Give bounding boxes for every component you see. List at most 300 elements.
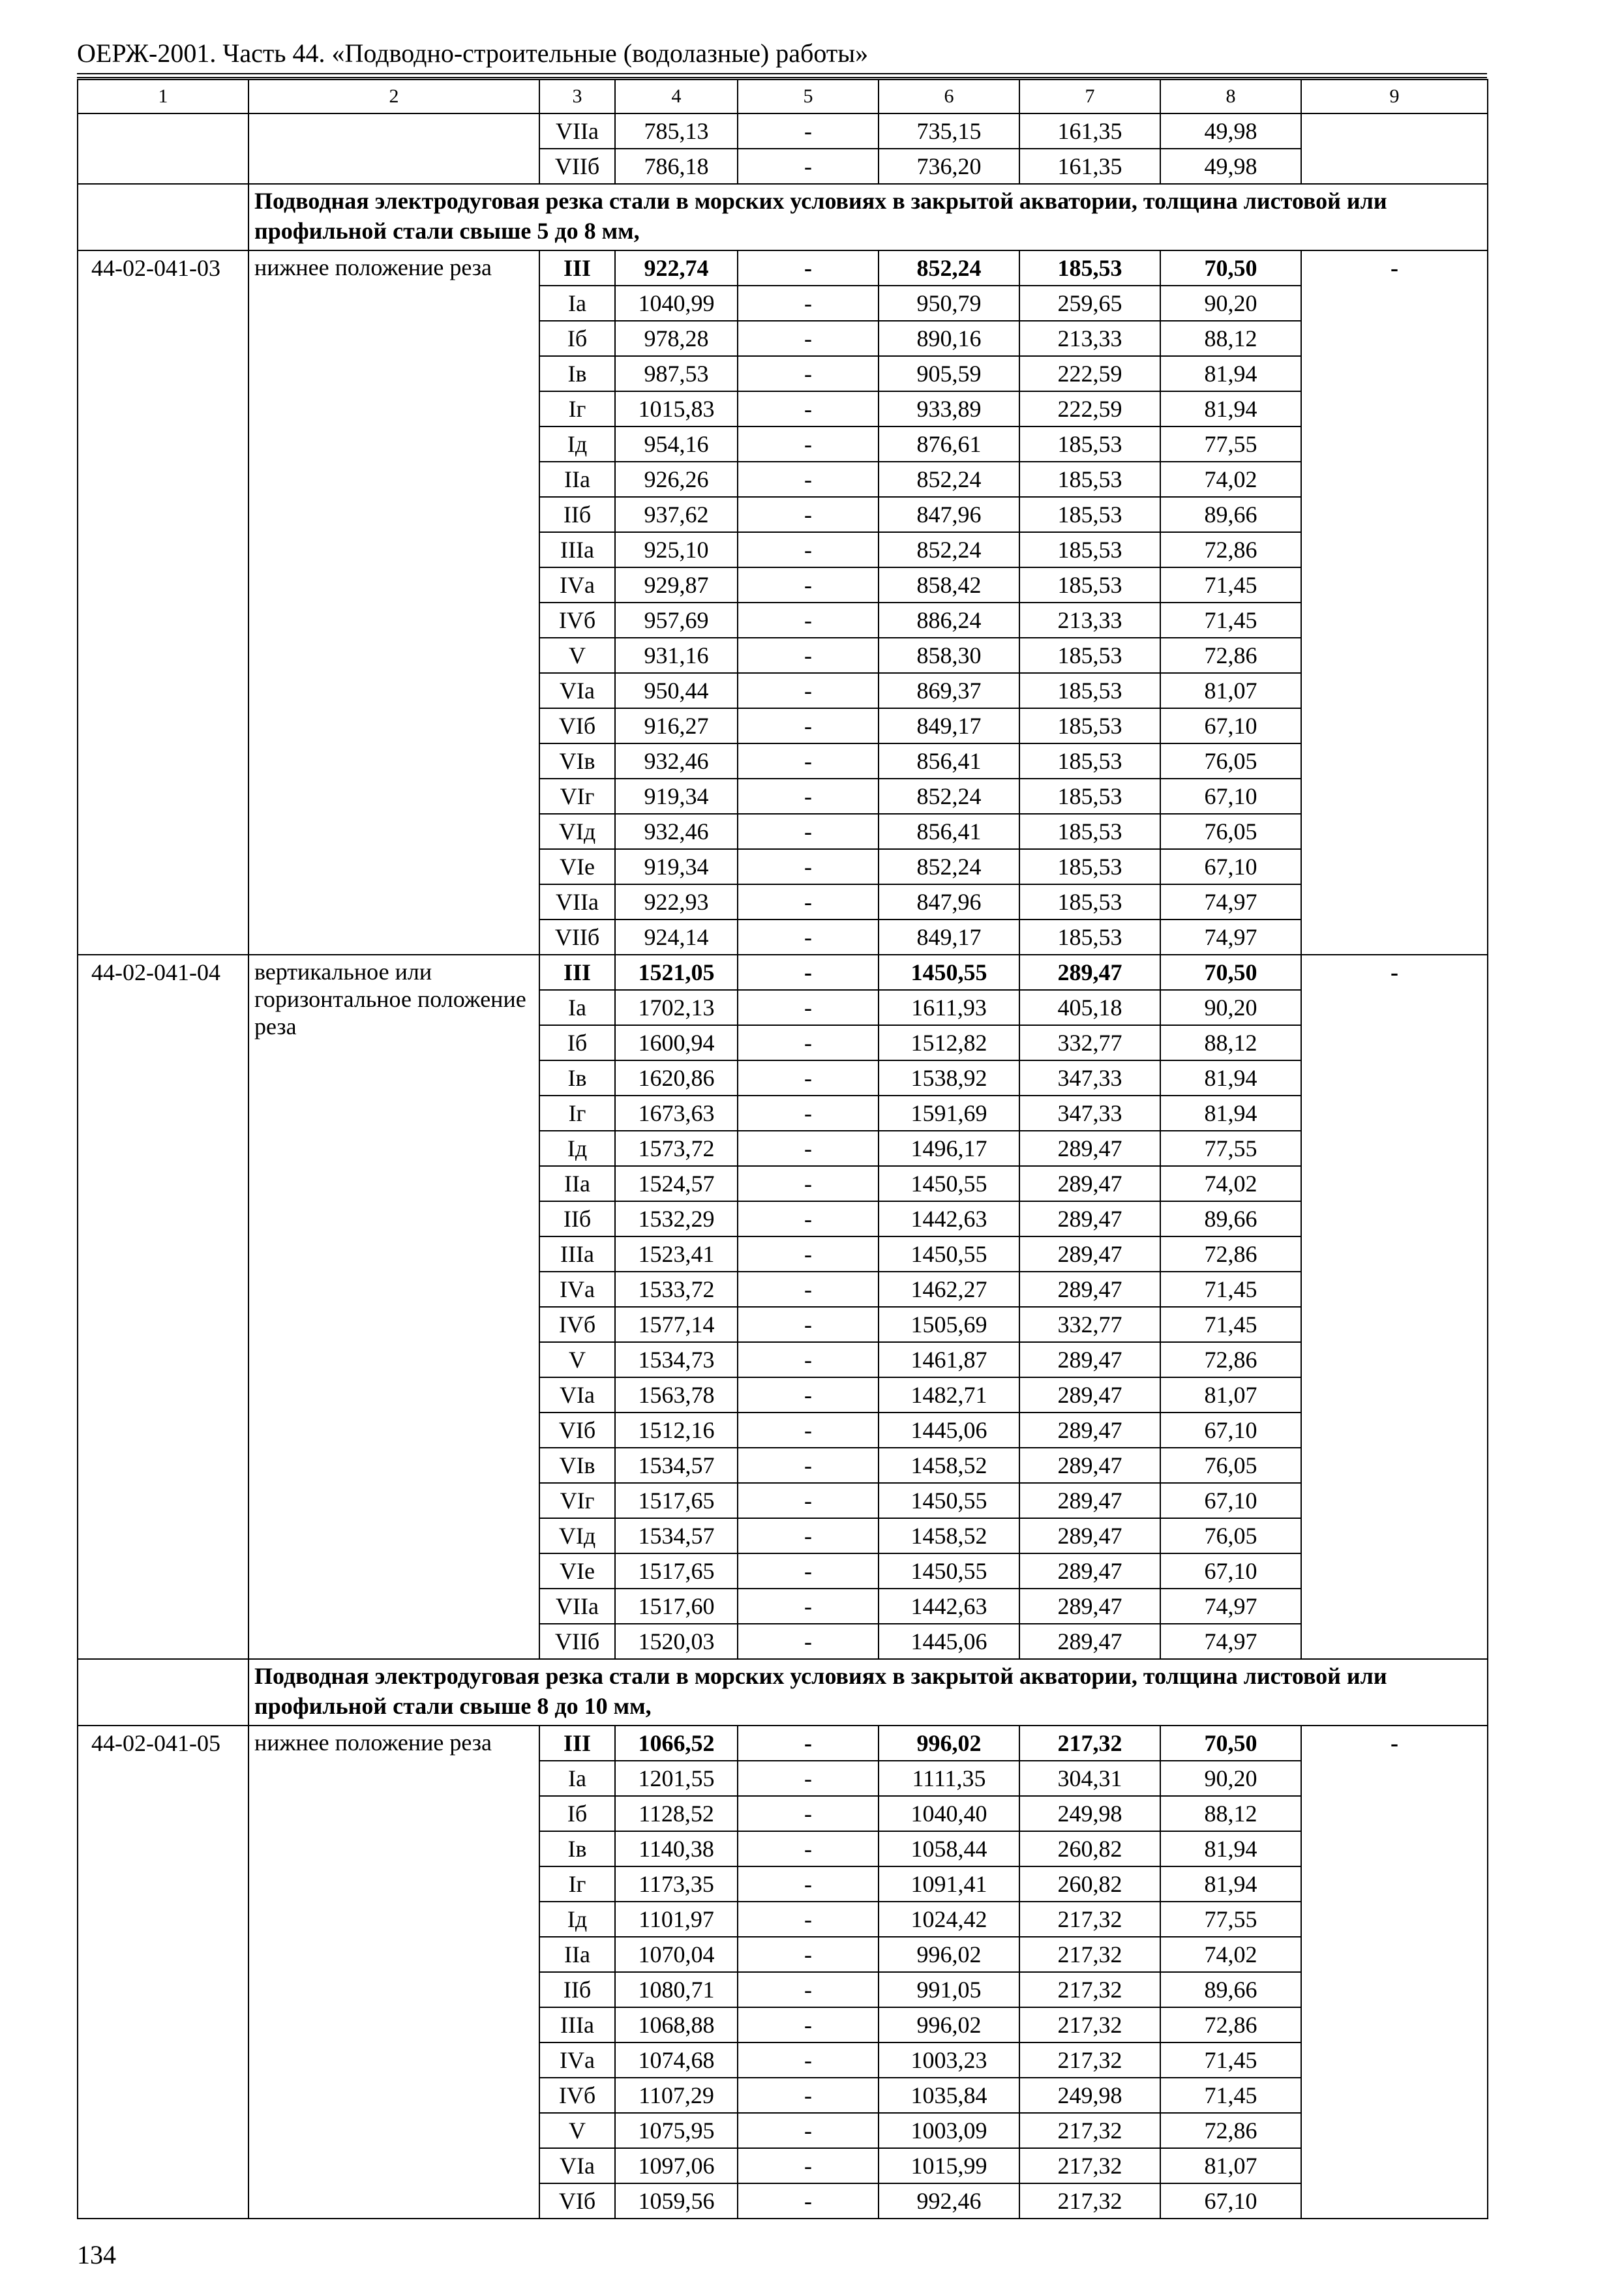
wages-cell: 849,17 — [879, 920, 1019, 955]
machines-cell: 289,47 — [1019, 1413, 1160, 1448]
materials-cell: 71,45 — [1160, 2042, 1301, 2078]
wages-cell: 1482,71 — [879, 1377, 1019, 1413]
wages-cell: 992,46 — [879, 2183, 1019, 2219]
region-cell: IIIа — [539, 532, 615, 567]
col5-cell: - — [738, 250, 879, 286]
total-cost-cell: 931,16 — [615, 638, 738, 673]
total-cost-cell: 1075,95 — [615, 2113, 738, 2148]
machines-cell: 185,53 — [1019, 849, 1160, 884]
machines-cell: 217,32 — [1019, 1902, 1160, 1937]
wages-cell: 991,05 — [879, 1972, 1019, 2007]
table-row — [78, 1726, 1488, 1761]
materials-cell: 72,86 — [1160, 1236, 1301, 1272]
wages-cell: 736,20 — [879, 149, 1019, 184]
section-heading-row — [78, 184, 1488, 250]
machines-cell: 222,59 — [1019, 356, 1160, 391]
materials-cell: 74,97 — [1160, 920, 1301, 955]
machines-cell: 185,53 — [1019, 426, 1160, 462]
total-cost-cell: 1573,72 — [615, 1131, 738, 1166]
region-cell: Iб — [539, 321, 615, 356]
table-row — [78, 955, 1488, 990]
total-cost-cell: 1173,35 — [615, 1866, 738, 1902]
total-cost-cell: 1600,94 — [615, 1025, 738, 1060]
total-cost-cell: 1101,97 — [615, 1902, 738, 1937]
materials-cell: 72,86 — [1160, 532, 1301, 567]
wages-cell: 950,79 — [879, 286, 1019, 321]
column-number-3: 3 — [539, 80, 615, 113]
col9-cell: - — [1301, 250, 1488, 955]
wages-cell: 856,41 — [879, 743, 1019, 779]
region-cell: III — [539, 1726, 615, 1761]
machines-cell: 289,47 — [1019, 1448, 1160, 1483]
column-number-9: 9 — [1301, 80, 1488, 113]
col9-cell: - — [1301, 1726, 1488, 2219]
total-cost-cell: 1059,56 — [615, 2183, 738, 2219]
wages-cell: 1538,92 — [879, 1060, 1019, 1096]
col5-cell: - — [738, 2183, 879, 2219]
total-cost-cell: 978,28 — [615, 321, 738, 356]
column-number-8: 8 — [1160, 80, 1301, 113]
wages-cell: 1015,99 — [879, 2148, 1019, 2183]
col5-cell: - — [738, 638, 879, 673]
region-cell: VIг — [539, 1483, 615, 1518]
total-cost-cell: 926,26 — [615, 462, 738, 497]
region-cell: IVб — [539, 1307, 615, 1342]
wages-cell: 1111,35 — [879, 1761, 1019, 1796]
wages-cell: 1003,09 — [879, 2113, 1019, 2148]
total-cost-cell: 1534,73 — [615, 1342, 738, 1377]
col5-cell: - — [738, 1866, 879, 1902]
total-cost-cell: 1201,55 — [615, 1761, 738, 1796]
wages-cell: 1591,69 — [879, 1096, 1019, 1131]
col5-cell: - — [738, 149, 879, 184]
machines-cell: 161,35 — [1019, 149, 1160, 184]
machines-cell: 249,98 — [1019, 1796, 1160, 1831]
wages-cell: 1035,84 — [879, 2078, 1019, 2113]
total-cost-cell: 1577,14 — [615, 1307, 738, 1342]
machines-cell: 217,32 — [1019, 2007, 1160, 2042]
materials-cell: 88,12 — [1160, 1025, 1301, 1060]
total-cost-cell: 925,10 — [615, 532, 738, 567]
wages-cell: 1458,52 — [879, 1518, 1019, 1553]
region-cell: IIб — [539, 1972, 615, 2007]
col5-cell: - — [738, 673, 879, 708]
region-cell: V — [539, 1342, 615, 1377]
region-cell: III — [539, 955, 615, 990]
wages-cell: 847,96 — [879, 884, 1019, 920]
region-cell: VIа — [539, 673, 615, 708]
col9-cell: - — [1301, 955, 1488, 1659]
total-cost-cell: 785,13 — [615, 113, 738, 149]
materials-cell: 76,05 — [1160, 814, 1301, 849]
col5-cell: - — [738, 1483, 879, 1518]
col5-cell: - — [738, 1413, 879, 1448]
materials-cell: 67,10 — [1160, 708, 1301, 743]
total-cost-cell: 1080,71 — [615, 1972, 738, 2007]
materials-cell: 76,05 — [1160, 1518, 1301, 1553]
col5-cell: - — [738, 1972, 879, 2007]
region-cell: VIIа — [539, 1589, 615, 1624]
materials-cell: 67,10 — [1160, 779, 1301, 814]
column-number-1: 1 — [78, 80, 248, 113]
region-cell: IIб — [539, 1201, 615, 1236]
materials-cell: 49,98 — [1160, 149, 1301, 184]
region-cell: VIе — [539, 849, 615, 884]
machines-cell: 289,47 — [1019, 1624, 1160, 1659]
materials-cell: 81,07 — [1160, 2148, 1301, 2183]
region-cell: Iа — [539, 990, 615, 1025]
wages-cell: 1003,23 — [879, 2042, 1019, 2078]
total-cost-cell: 1620,86 — [615, 1060, 738, 1096]
machines-cell: 304,31 — [1019, 1761, 1160, 1796]
wages-cell: 858,42 — [879, 567, 1019, 603]
page-number: 134 — [77, 2240, 116, 2269]
region-cell: IIIа — [539, 2007, 615, 2042]
total-cost-cell: 932,46 — [615, 814, 738, 849]
region-cell: IIа — [539, 462, 615, 497]
machines-cell: 249,98 — [1019, 2078, 1160, 2113]
region-cell: VIд — [539, 814, 615, 849]
wages-cell: 1040,40 — [879, 1796, 1019, 1831]
col5-cell: - — [738, 113, 879, 149]
total-cost-cell: 1140,38 — [615, 1831, 738, 1866]
region-cell: VIг — [539, 779, 615, 814]
region-cell: VIIа — [539, 884, 615, 920]
materials-cell: 71,45 — [1160, 2078, 1301, 2113]
column-number-5: 5 — [738, 80, 879, 113]
materials-cell: 81,94 — [1160, 356, 1301, 391]
materials-cell: 77,55 — [1160, 1902, 1301, 1937]
wages-cell: 1496,17 — [879, 1131, 1019, 1166]
total-cost-cell: 924,14 — [615, 920, 738, 955]
materials-cell: 72,86 — [1160, 2007, 1301, 2042]
wages-cell: 933,89 — [879, 391, 1019, 426]
page-header-title: ОЕРЖ-2001. Часть 44. «Подводно-строительные (водолазные) работы» — [77, 38, 869, 68]
machines-cell: 217,32 — [1019, 1937, 1160, 1972]
total-cost-cell: 954,16 — [615, 426, 738, 462]
machines-cell: 185,53 — [1019, 638, 1160, 673]
total-cost-cell: 1097,06 — [615, 2148, 738, 2183]
materials-cell: 67,10 — [1160, 1553, 1301, 1589]
wages-cell: 858,30 — [879, 638, 1019, 673]
col5-cell: - — [738, 1589, 879, 1624]
machines-cell: 185,53 — [1019, 462, 1160, 497]
machines-cell: 289,47 — [1019, 1131, 1160, 1166]
region-cell: VIа — [539, 2148, 615, 2183]
materials-cell: 74,97 — [1160, 884, 1301, 920]
rate-code-cell: 44-02-041-05 — [78, 1726, 248, 2219]
materials-cell: 89,66 — [1160, 497, 1301, 532]
total-cost-cell: 1534,57 — [615, 1518, 738, 1553]
materials-cell: 77,55 — [1160, 1131, 1301, 1166]
materials-cell: 76,05 — [1160, 743, 1301, 779]
col5-cell: - — [738, 814, 879, 849]
col5-cell: - — [738, 1726, 879, 1761]
materials-cell: 81,94 — [1160, 1096, 1301, 1131]
region-cell: VIб — [539, 2183, 615, 2219]
total-cost-cell: 1512,16 — [615, 1413, 738, 1448]
total-cost-cell: 916,27 — [615, 708, 738, 743]
machines-cell: 185,53 — [1019, 673, 1160, 708]
total-cost-cell: 922,93 — [615, 884, 738, 920]
col5-cell: - — [738, 603, 879, 638]
region-cell: IIIа — [539, 1236, 615, 1272]
rates-table — [77, 79, 1488, 2219]
region-cell: VIа — [539, 1377, 615, 1413]
col5-cell: - — [738, 391, 879, 426]
total-cost-cell: 929,87 — [615, 567, 738, 603]
machines-cell: 405,18 — [1019, 990, 1160, 1025]
total-cost-cell: 1534,57 — [615, 1448, 738, 1483]
wages-cell: 852,24 — [879, 532, 1019, 567]
col5-cell: - — [738, 1342, 879, 1377]
materials-cell: 90,20 — [1160, 990, 1301, 1025]
materials-cell: 74,97 — [1160, 1589, 1301, 1624]
wages-cell: 1450,55 — [879, 1483, 1019, 1518]
machines-cell: 217,32 — [1019, 1972, 1160, 2007]
total-cost-cell: 957,69 — [615, 603, 738, 638]
machines-cell: 217,32 — [1019, 2113, 1160, 2148]
total-cost-cell: 932,46 — [615, 743, 738, 779]
col5-cell: - — [738, 849, 879, 884]
col5-cell: - — [738, 1166, 879, 1201]
col5-cell: - — [738, 1307, 879, 1342]
region-cell: IVб — [539, 603, 615, 638]
rate-description-cell: нижнее положение реза — [248, 250, 539, 955]
wages-cell: 996,02 — [879, 1937, 1019, 1972]
column-number-6: 6 — [879, 80, 1019, 113]
region-cell: VIд — [539, 1518, 615, 1553]
machines-cell: 185,53 — [1019, 779, 1160, 814]
machines-cell: 185,53 — [1019, 250, 1160, 286]
region-cell: Iб — [539, 1796, 615, 1831]
col5-cell: - — [738, 708, 879, 743]
col5-cell: - — [738, 1761, 879, 1796]
wages-cell: 849,17 — [879, 708, 1019, 743]
wages-cell: 1091,41 — [879, 1866, 1019, 1902]
total-cost-cell: 1517,65 — [615, 1553, 738, 1589]
machines-cell: 289,47 — [1019, 1236, 1160, 1272]
region-cell: Iг — [539, 1866, 615, 1902]
wages-cell: 1450,55 — [879, 1236, 1019, 1272]
col5-cell: - — [738, 286, 879, 321]
materials-cell: 67,10 — [1160, 2183, 1301, 2219]
region-cell: V — [539, 2113, 615, 2148]
col5-cell: - — [738, 884, 879, 920]
section-empty-cell — [78, 1659, 248, 1726]
materials-cell: 81,07 — [1160, 673, 1301, 708]
wages-cell: 1058,44 — [879, 1831, 1019, 1866]
wages-cell: 1445,06 — [879, 1624, 1019, 1659]
machines-cell: 289,47 — [1019, 1342, 1160, 1377]
materials-cell: 81,94 — [1160, 1831, 1301, 1866]
col5-cell: - — [738, 356, 879, 391]
region-cell: VIб — [539, 708, 615, 743]
col5-cell: - — [738, 1448, 879, 1483]
total-cost-cell: 1517,60 — [615, 1589, 738, 1624]
total-cost-cell: 1128,52 — [615, 1796, 738, 1831]
col5-cell: - — [738, 1796, 879, 1831]
col5-cell: - — [738, 1060, 879, 1096]
machines-cell: 185,53 — [1019, 920, 1160, 955]
machines-cell: 185,53 — [1019, 708, 1160, 743]
total-cost-cell: 1520,03 — [615, 1624, 738, 1659]
col5-cell: - — [738, 1902, 879, 1937]
materials-cell: 70,50 — [1160, 1726, 1301, 1761]
table-row — [78, 250, 1488, 286]
region-cell: VIIб — [539, 1624, 615, 1659]
wages-cell: 996,02 — [879, 2007, 1019, 2042]
wages-cell: 1445,06 — [879, 1413, 1019, 1448]
materials-cell: 88,12 — [1160, 1796, 1301, 1831]
col5-cell: - — [738, 1025, 879, 1060]
col5-cell: - — [738, 779, 879, 814]
materials-cell: 74,02 — [1160, 462, 1301, 497]
rate-description-cell — [248, 113, 539, 184]
total-cost-cell: 1521,05 — [615, 955, 738, 990]
machines-cell: 332,77 — [1019, 1307, 1160, 1342]
section-heading-text: Подводная электродуговая резка стали в морских условиях в закрытой акватории, толщина листовой или профильной стали свыше 8 до 10 мм, — [248, 1659, 1488, 1726]
region-cell: IIа — [539, 1166, 615, 1201]
wages-cell: 1024,42 — [879, 1902, 1019, 1937]
materials-cell: 81,07 — [1160, 1377, 1301, 1413]
col5-cell: - — [738, 532, 879, 567]
machines-cell: 217,32 — [1019, 2183, 1160, 2219]
materials-cell: 89,66 — [1160, 1201, 1301, 1236]
wages-cell: 886,24 — [879, 603, 1019, 638]
machines-cell: 185,53 — [1019, 567, 1160, 603]
total-cost-cell: 987,53 — [615, 356, 738, 391]
total-cost-cell: 1673,63 — [615, 1096, 738, 1131]
wages-cell: 1450,55 — [879, 1553, 1019, 1589]
materials-cell: 70,50 — [1160, 250, 1301, 286]
machines-cell: 217,32 — [1019, 2042, 1160, 2078]
col5-cell: - — [738, 2113, 879, 2148]
col5-cell: - — [738, 1096, 879, 1131]
column-number-row — [78, 80, 1488, 113]
total-cost-cell: 1517,65 — [615, 1483, 738, 1518]
machines-cell: 289,47 — [1019, 1589, 1160, 1624]
region-cell: VIIб — [539, 920, 615, 955]
wages-cell: 996,02 — [879, 1726, 1019, 1761]
machines-cell: 332,77 — [1019, 1025, 1160, 1060]
col5-cell: - — [738, 462, 879, 497]
wages-cell: 1461,87 — [879, 1342, 1019, 1377]
rate-description-cell: нижнее положение реза — [248, 1726, 539, 2219]
machines-cell: 289,47 — [1019, 1166, 1160, 1201]
materials-cell: 67,10 — [1160, 1413, 1301, 1448]
col5-cell: - — [738, 1937, 879, 1972]
machines-cell: 185,53 — [1019, 497, 1160, 532]
machines-cell: 213,33 — [1019, 603, 1160, 638]
wages-cell: 852,24 — [879, 779, 1019, 814]
machines-cell: 185,53 — [1019, 743, 1160, 779]
col5-cell: - — [738, 2007, 879, 2042]
materials-cell: 88,12 — [1160, 321, 1301, 356]
machines-cell: 185,53 — [1019, 884, 1160, 920]
wages-cell: 1458,52 — [879, 1448, 1019, 1483]
col5-cell: - — [738, 2042, 879, 2078]
region-cell: IVа — [539, 567, 615, 603]
total-cost-cell: 1066,52 — [615, 1726, 738, 1761]
region-cell: VIв — [539, 1448, 615, 1483]
total-cost-cell: 1532,29 — [615, 1201, 738, 1236]
header-rule-bottom — [77, 77, 1487, 78]
region-cell: Iд — [539, 426, 615, 462]
region-cell: Iг — [539, 391, 615, 426]
materials-cell: 72,86 — [1160, 2113, 1301, 2148]
total-cost-cell: 1563,78 — [615, 1377, 738, 1413]
col5-cell: - — [738, 1518, 879, 1553]
col5-cell: - — [738, 743, 879, 779]
materials-cell: 71,45 — [1160, 1272, 1301, 1307]
col5-cell: - — [738, 2078, 879, 2113]
machines-cell: 217,32 — [1019, 1726, 1160, 1761]
total-cost-cell: 922,74 — [615, 250, 738, 286]
region-cell: III — [539, 250, 615, 286]
col5-cell: - — [738, 955, 879, 990]
wages-cell: 1505,69 — [879, 1307, 1019, 1342]
machines-cell: 185,53 — [1019, 532, 1160, 567]
col5-cell: - — [738, 2148, 879, 2183]
col5-cell: - — [738, 1201, 879, 1236]
col5-cell: - — [738, 1131, 879, 1166]
col5-cell: - — [738, 321, 879, 356]
wages-cell: 852,24 — [879, 849, 1019, 884]
total-cost-cell: 1015,83 — [615, 391, 738, 426]
region-cell: Iб — [539, 1025, 615, 1060]
total-cost-cell: 786,18 — [615, 149, 738, 184]
materials-cell: 76,05 — [1160, 1448, 1301, 1483]
rate-code-cell: 44-02-041-03 — [78, 250, 248, 955]
machines-cell: 217,32 — [1019, 2148, 1160, 2183]
region-cell: VIв — [539, 743, 615, 779]
col9-cell — [1301, 113, 1488, 184]
materials-cell: 90,20 — [1160, 1761, 1301, 1796]
region-cell: V — [539, 638, 615, 673]
region-cell: Iд — [539, 1131, 615, 1166]
materials-cell: 89,66 — [1160, 1972, 1301, 2007]
machines-cell: 213,33 — [1019, 321, 1160, 356]
col5-cell: - — [738, 426, 879, 462]
total-cost-cell: 950,44 — [615, 673, 738, 708]
wages-cell: 852,24 — [879, 250, 1019, 286]
region-cell: IIб — [539, 497, 615, 532]
materials-cell: 81,94 — [1160, 1060, 1301, 1096]
region-cell: Iд — [539, 1902, 615, 1937]
total-cost-cell: 1524,57 — [615, 1166, 738, 1201]
rate-code-cell: 44-02-041-04 — [78, 955, 248, 1659]
region-cell: IVб — [539, 2078, 615, 2113]
materials-cell: 70,50 — [1160, 955, 1301, 990]
materials-cell: 71,45 — [1160, 603, 1301, 638]
machines-cell: 185,53 — [1019, 814, 1160, 849]
total-cost-cell: 1702,13 — [615, 990, 738, 1025]
materials-cell: 49,98 — [1160, 113, 1301, 149]
rate-description-cell: вертикальное или горизонтальное положение реза — [248, 955, 539, 1659]
machines-cell: 259,65 — [1019, 286, 1160, 321]
wages-cell: 1512,82 — [879, 1025, 1019, 1060]
total-cost-cell: 1533,72 — [615, 1272, 738, 1307]
wages-cell: 1442,63 — [879, 1201, 1019, 1236]
machines-cell: 289,47 — [1019, 955, 1160, 990]
region-cell: Iв — [539, 356, 615, 391]
region-cell: Iв — [539, 1831, 615, 1866]
machines-cell: 161,35 — [1019, 113, 1160, 149]
wages-cell: 735,15 — [879, 113, 1019, 149]
col5-cell: - — [738, 1272, 879, 1307]
region-cell: IVа — [539, 2042, 615, 2078]
